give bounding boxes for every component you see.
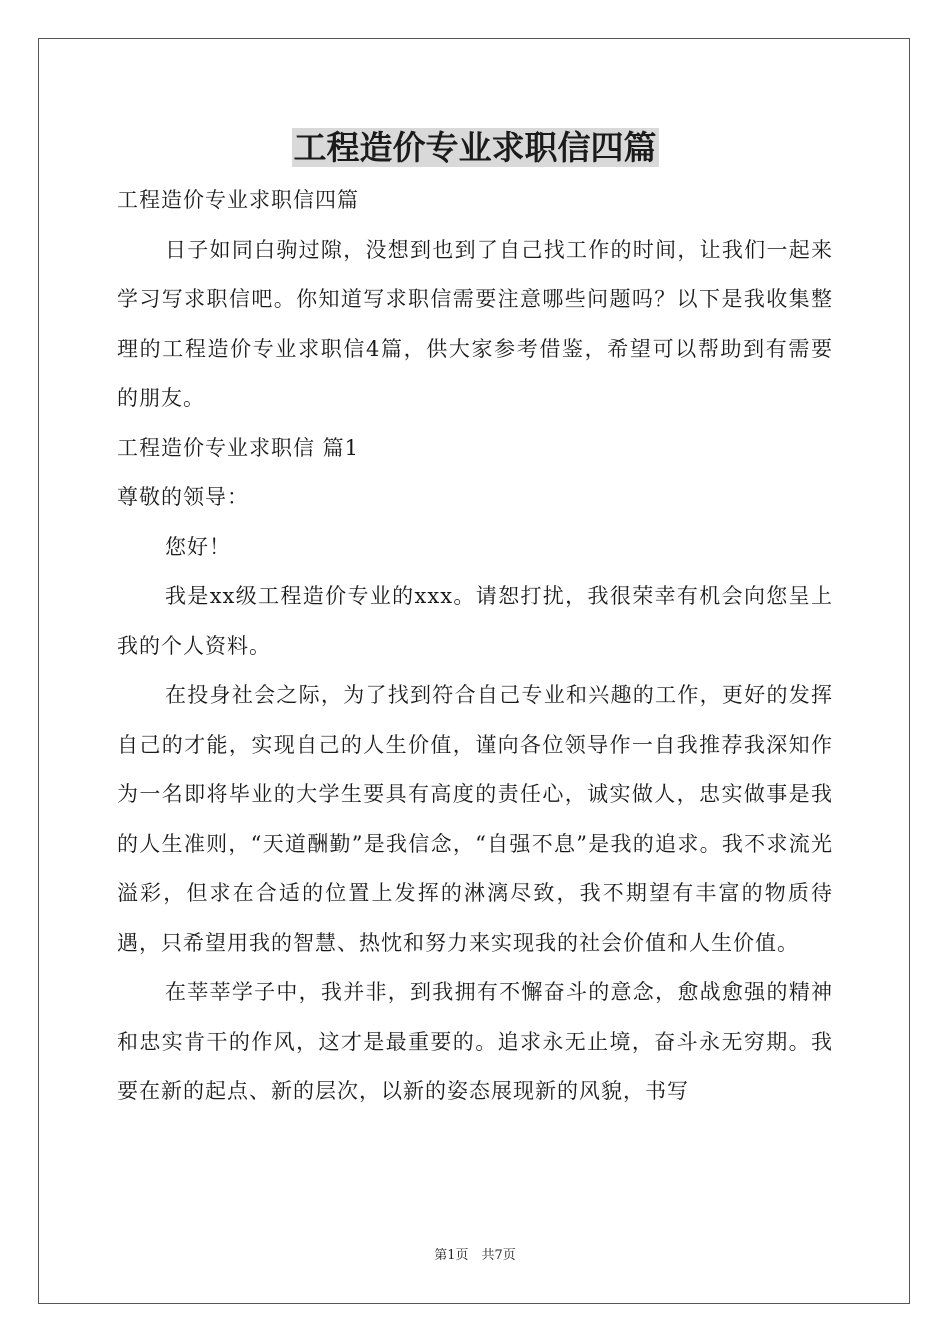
document-title <box>0 126 950 170</box>
intro-paragraph: 日子如同白驹过隙，没想到也到了自己找工作的时间，让我们一起来学习写求职信吧。你知道写求职信需要注意哪些问题吗？以下是我收集整理的工程造价专业求职信4篇，供大家参考借鉴，希望可以帮助到有需要的朋友。 <box>117 237 833 410</box>
greeting: 您好！ <box>165 534 231 559</box>
body-paragraph: 在莘莘学子中，我并非，到我拥有不懈奋斗的意念，愈战愈强的精神和忠实肯干的作风，这才是最重要的。追求永无止境，奋斗永无穷期。我要在新的起点、新的层次，以新的姿态展现新的风貌，书写 <box>117 980 833 1103</box>
body-paragraph: 我是xx级工程造价专业的xxx。请恕打扰，我很荣幸有机会向您呈上我的个人资料。 <box>117 584 833 658</box>
salutation: 尊敬的领导： <box>117 485 249 509</box>
section-heading: 工程造价专业求职信 篇1 <box>117 435 360 460</box>
document-title-text: 工程造价专业求职信四篇 <box>293 128 657 167</box>
subtitle-paragraph: 工程造价专业求职信四篇 <box>117 188 359 212</box>
body-paragraph: 在投身社会之际，为了找到符合自己专业和兴趣的工作，更好的发挥自己的才能，实现自己的人生价值，谨向各位领导作一自我推荐我深知作为一名即将毕业的大学生要具有高度的责任心，诚实做人，忠实做事是我的人生准则，“天道酬勤”是我信念，“自强不息”是我的追求。我不求流光溢彩，但求在合适的位置上发挥的淋漓尽致，我不期望有丰富的物质待遇，只希望用我的智慧、热忱和努力来实现我的社会价值和人生价值。 <box>117 683 833 955</box>
document-body <box>117 176 833 1117</box>
page-footer: 第1页 共7页 <box>434 1248 516 1263</box>
